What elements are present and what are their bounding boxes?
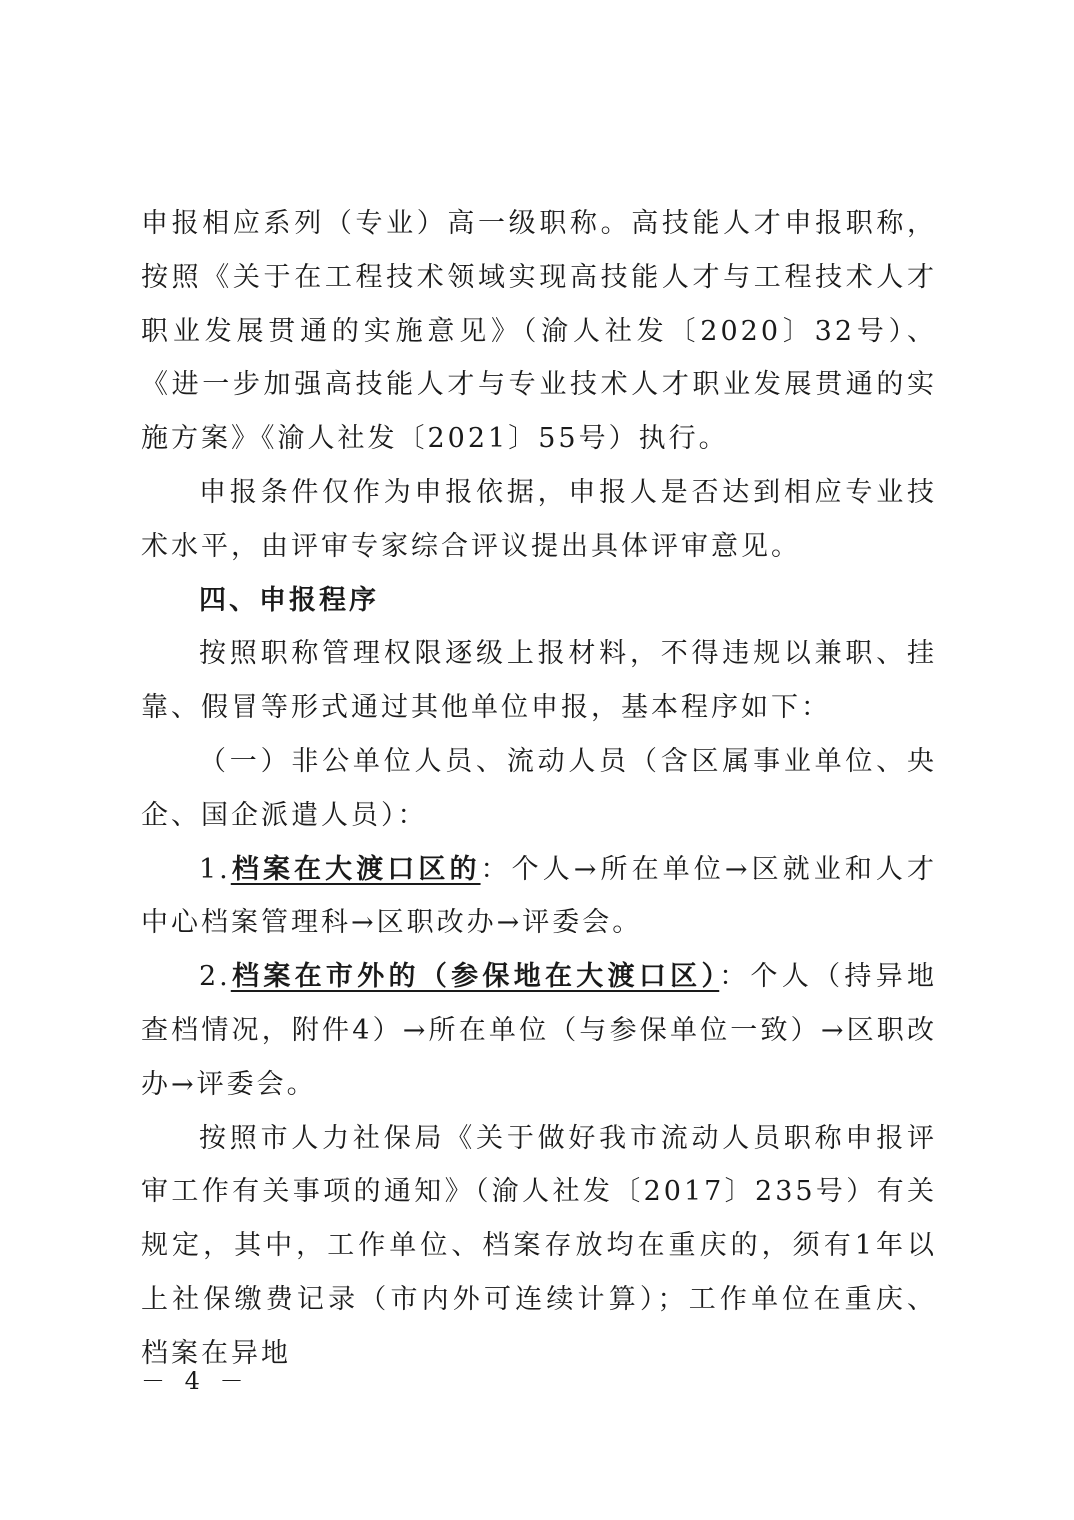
paragraph-conditions-note: 申报条件仅作为申报依据，申报人是否达到相应专业技术水平，由评审专家综合评议提出具体评审意见。 [141, 476, 937, 562]
list-item-1 [141, 843, 937, 951]
section-heading-procedure: 四、申报程序 [199, 584, 379, 616]
paragraph-flow-personnel-rules: 按照市人力社保局《关于做好我市流动人员职称申报评审工作有关事项的通知》（渝人社发〔2017〕235号）有关规定，其中，工作单位、档案存放均在重庆的，须有1年以上社保缴费记录（市内外可连续计算）；工作单位在重庆、档案在异地 [141, 1122, 937, 1369]
paragraph-title-application: 申报相应系列（专业）高一级职称。高技能人才申报职称，按照《关于在工程技术领域实现高技能人才与工程技术人才职业发展贯通的实施意见》（渝人社发〔2020〕32号）、《进一步加强高技能人才与专业技术人才职业发展贯通的实施方案》《渝人社发〔2021〕55号）执行。 [141, 208, 937, 455]
list-item-2-text: ：个人（持异地查档情况，附件4）→所在单位（与参保单位一致）→区职改办→评委会。 [141, 961, 938, 1100]
list-item-2-label: 档案在市外的（参保地在大渡口区） [230, 961, 720, 993]
list-item-1-text: ：个人→所在单位→区就业和人才中心档案管理科→区职改办→评委会。 [141, 853, 938, 939]
page-number: － 4 － [141, 1367, 250, 1395]
list-item-2 [141, 950, 937, 1111]
list-item-2-number: 2. [199, 961, 231, 993]
list-item-1-label: 档案在大渡口区的 [230, 853, 481, 885]
document-body [141, 197, 937, 1381]
paragraph-procedure-intro: 按照职称管理权限逐级上报材料，不得违规以兼职、挂靠、假冒等形式通过其他单位申报，基本程序如下： [141, 638, 937, 724]
paragraph-subsection-one: （一）非公单位人员、流动人员（含区属事业单位、央企、国企派遣人员）： [141, 745, 937, 831]
list-item-1-number: 1. [199, 853, 231, 885]
